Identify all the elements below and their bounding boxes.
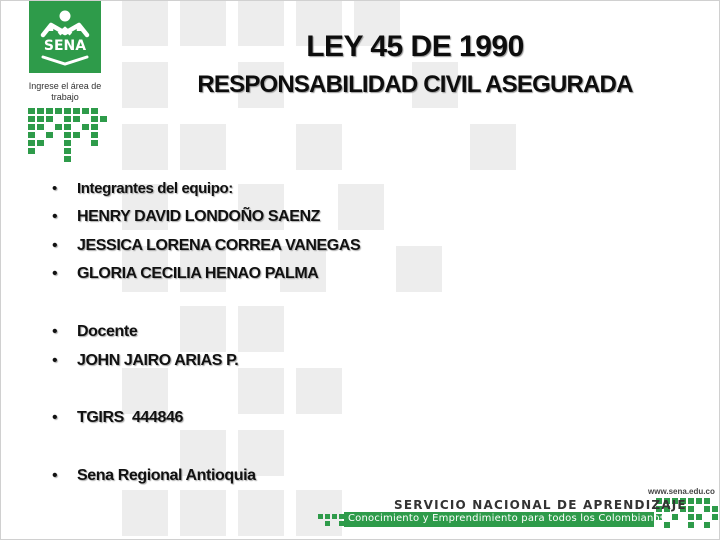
bullet-text: Sena Regional Antioquia	[77, 467, 256, 484]
footer-url: www.sena.edu.co	[648, 487, 715, 496]
bullet-text: Docente	[77, 323, 138, 340]
bullet-item-member-1	[52, 207, 320, 227]
sena-logo-icon	[29, 1, 101, 73]
bullet-text: TGIRS 444846	[77, 409, 183, 426]
bullet-icon: •	[52, 352, 58, 369]
bullet-icon: •	[52, 265, 58, 282]
green-pixel-pattern	[28, 108, 108, 168]
bullet-icon: •	[52, 237, 58, 254]
bullet-item-teacher-name	[52, 351, 238, 371]
bullet-icon: •	[52, 467, 58, 484]
footer-organization: SERVICIO NACIONAL DE APRENDIZAJE	[394, 498, 687, 512]
bullet-item-team-heading	[52, 179, 233, 199]
bullet-icon: •	[52, 208, 58, 225]
bullet-text: HENRY DAVID LONDOÑO SAENZ	[77, 208, 321, 225]
bullet-text: JESSICA LORENA CORREA VANEGAS	[77, 237, 361, 254]
slide-title	[160, 30, 670, 100]
work-area-caption: Ingrese el área de trabajo	[28, 81, 102, 102]
title-line-2: RESPONSABILIDAD CIVIL ASEGURADA	[197, 71, 633, 98]
title-line-1: LEY 45 DE 1990	[306, 30, 524, 63]
sena-logo	[29, 1, 101, 73]
bullet-text: GLORIA CECILIA HENAO PALMA	[77, 265, 319, 282]
bullet-text: Integrantes del equipo:	[77, 180, 233, 197]
sena-logo-text: SENA	[43, 38, 87, 54]
bullet-icon: •	[52, 180, 57, 197]
bullet-item-member-2	[52, 236, 360, 256]
bullet-icon: •	[52, 409, 58, 426]
bullet-item-group-code	[52, 408, 183, 428]
bullet-item-docente	[52, 322, 137, 342]
bullet-text: JOHN JAIRO ARIAS P.	[77, 352, 239, 369]
footer-slogan: Conocimiento y Emprendimiento para todos los Colombianos	[348, 513, 666, 524]
bullet-icon: •	[52, 323, 58, 340]
bullet-item-member-3	[52, 264, 318, 284]
